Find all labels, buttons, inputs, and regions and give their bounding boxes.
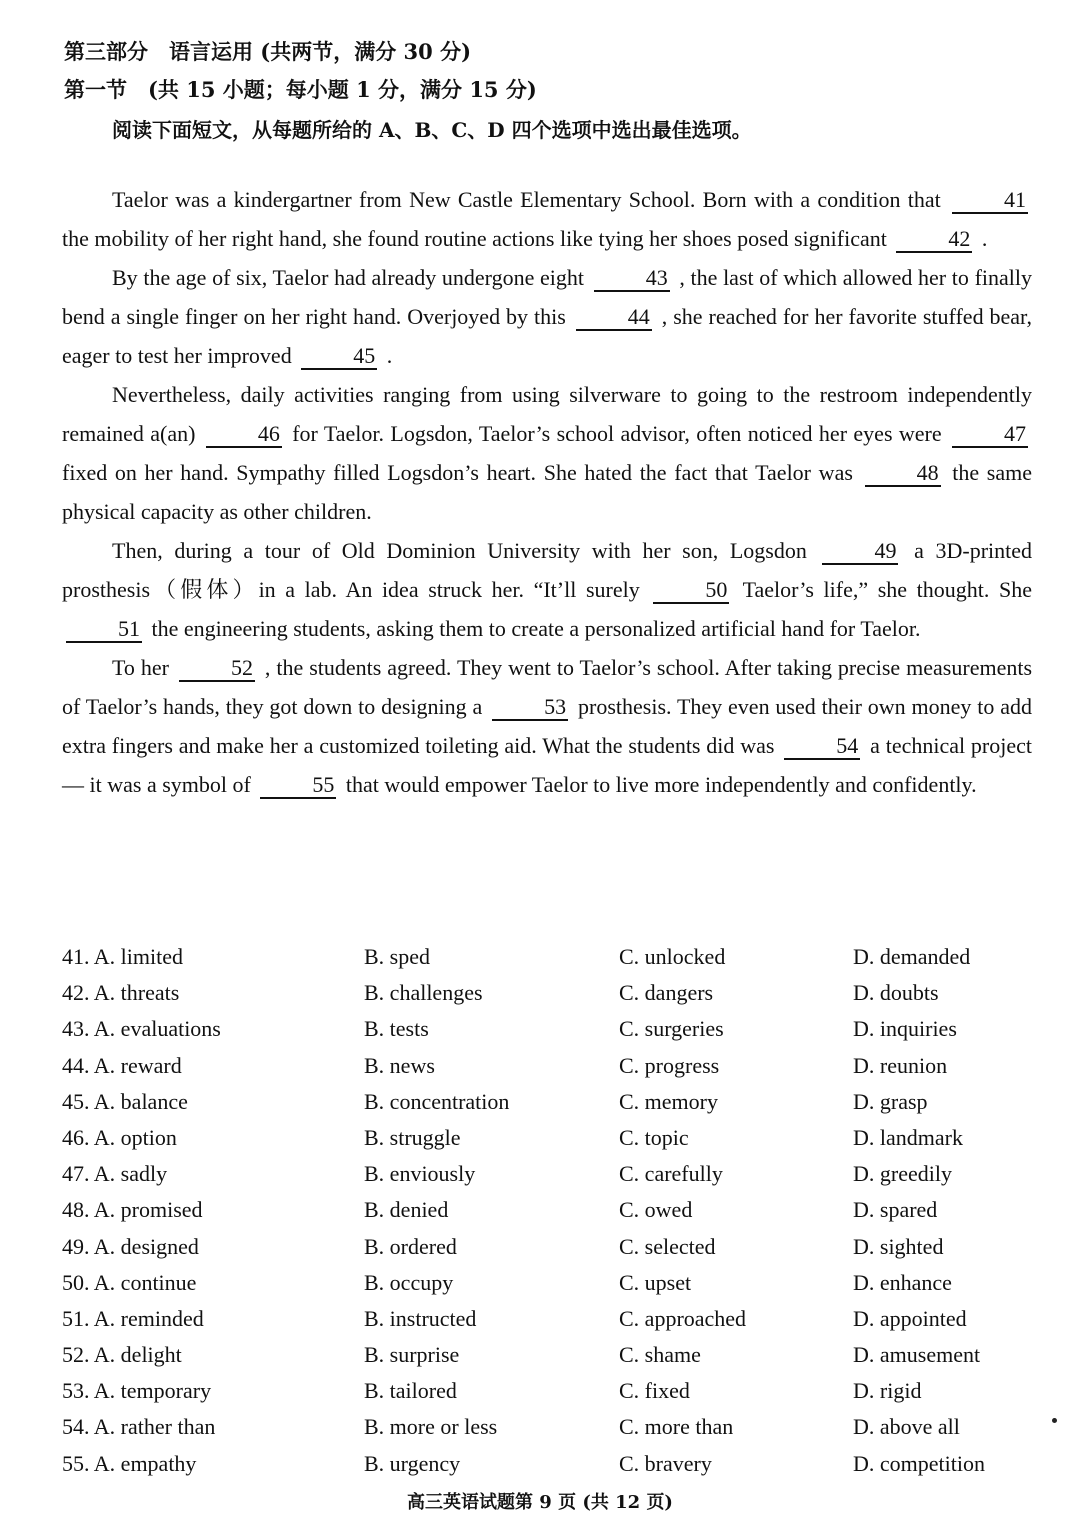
option-choice: D. greedily [853,1161,952,1187]
answer-blank: 48 [865,461,941,487]
option-choice: 55. A. empathy [62,1450,197,1476]
passage-text: , the students agreed. They went to Taelor’s school. After taking precise measurements of Taelor’s hands, they got down to designing a [62,655,1033,719]
option-choice: B. urgency [364,1450,461,1476]
option-choice: C. progress [619,1052,720,1078]
option-row [62,1053,1052,1089]
option-row [62,1234,1052,1270]
option-choice: 41. A. limited [62,944,183,969]
option-row [62,1089,1052,1125]
option-choice: B. challenges [364,980,483,1006]
option-choice: B. ordered [364,1233,457,1259]
passage [62,180,1032,804]
passage-text: . [981,226,988,251]
option-choice: D. above all [853,1414,960,1440]
option-choice: 54. A. rather than [62,1414,216,1440]
passage-text: Taelor’s life,” she thought. She [742,577,1033,602]
option-choice: B. concentration [364,1088,510,1114]
option-choice: C. topic [619,1124,689,1150]
passage-paragraph [62,180,1032,258]
option-choice: C. fixed [619,1378,690,1404]
option-choice: C. bravery [619,1450,712,1476]
passage-text: that would empower Taelor to live more independently and confidently. [345,772,977,797]
passage-text: the engineering students, asking them to create a personalized artificial hand for Taelor. [151,616,921,641]
passage-text: Then, during a tour of Old Dominion University with her son, Logsdon [112,538,807,563]
option-row [62,1306,1052,1342]
option-choice: 52. A. delight [62,1342,182,1368]
option-row [62,980,1052,1016]
option-choice: D. demanded [853,944,971,969]
passage-text: By the age of six, Taelor had already undergone eight [112,265,585,290]
option-choice: C. shame [619,1342,701,1368]
option-row [62,944,1052,980]
option-choice: B. instructed [364,1305,477,1331]
option-choice: C. owed [619,1197,693,1223]
answer-blank: 46 [206,422,282,448]
option-choice: D. spared [853,1197,938,1223]
passage-text: , she reached for her favorite stuffed bear, eager to test her improved [62,304,1033,368]
option-row [62,1125,1052,1161]
answer-blank: 54 [784,734,860,760]
option-row [62,1161,1052,1197]
option-choice: C. surgeries [619,1016,724,1042]
option-choice: 50. A. continue [62,1269,197,1295]
answer-blank: 53 [492,695,568,721]
passage-text: Nevertheless, daily activities ranging from using silverware to going to the restroom independently remained a(an) [62,382,1032,446]
passage-text: the mobility of her right hand, she found routine actions like tying her shoes posed significant [62,226,887,251]
option-choice: B. struggle [364,1124,461,1150]
option-choice: B. news [364,1052,435,1078]
option-row [62,1378,1052,1414]
option-row [62,1016,1052,1052]
option-choice: D. amusement [853,1342,981,1368]
options-table [62,944,1052,1487]
answer-blank: 51 [66,617,142,643]
option-choice: 47. A. sadly [62,1161,168,1187]
passage-text: Taelor was a kindergartner from New Castle Elementary School. Born with a condition that [112,187,941,212]
answer-blank: 49 [822,539,898,565]
section-title: 第三部分 语言运用 (共两节，满分 30 分) [64,39,472,64]
page-footer: 高三英语试题第 9 页 (共 12 页) [407,1492,673,1513]
option-choice: D. inquiries [853,1016,957,1042]
option-choice: D. enhance [853,1269,952,1295]
option-choice: B. occupy [364,1269,454,1295]
instruction: 阅读下面短文，从每题所给的 A、B、C、D 四个选项中选出最佳选项。 [112,118,752,142]
answer-blank: 44 [576,305,652,331]
passage-text: . [386,343,393,368]
answer-blank: 45 [301,344,377,370]
option-choice: D. reunion [853,1052,948,1078]
passage-text: , the last of which allowed her to finally bend a single finger on her right hand. Overjoyed by this [62,265,1032,329]
option-choice: B. tests [364,1016,429,1042]
option-row [62,1414,1052,1450]
passage-text: fixed on her hand. Sympathy filled Logsdon’s heart. She hated the fact that Taelor was [62,460,853,485]
option-choice: B. more or less [364,1414,498,1440]
option-choice: C. dangers [619,980,714,1006]
answer-blank: 52 [179,656,255,682]
answer-blank: 42 [896,227,972,253]
passage-paragraph [62,258,1032,375]
option-choice: D. doubts [853,980,939,1006]
passage-text: a 3D-printed prosthesis（假体）in a lab. An idea struck her. “It’ll surely [62,538,1033,602]
option-choice: 53. A. temporary [62,1378,212,1404]
option-choice: 43. A. evaluations [62,1016,221,1042]
option-choice: D. competition [853,1450,985,1476]
option-choice: 51. A. reminded [62,1305,204,1331]
answer-blank: 50 [653,578,729,604]
option-choice: D. rigid [853,1378,922,1404]
option-choice: 45. A. balance [62,1088,188,1114]
option-row [62,1270,1052,1306]
option-choice: C. more than [619,1414,734,1440]
option-choice: B. tailored [364,1378,457,1404]
option-choice: C. approached [619,1305,747,1331]
option-choice: B. sped [364,944,430,969]
option-choice: D. landmark [853,1124,963,1150]
option-row [62,1342,1052,1378]
option-choice: D. sighted [853,1233,944,1259]
stray-dot [1052,1418,1057,1423]
option-choice: C. unlocked [619,944,726,969]
option-row [62,1451,1052,1487]
passage-text: a technical project — it was a symbol of [62,733,1033,797]
option-choice: D. appointed [853,1305,967,1331]
passage-text: To her [112,655,169,680]
passage-text: the same physical capacity as other children. [62,460,1033,524]
passage-paragraph [62,648,1032,804]
answer-blank: 47 [952,422,1028,448]
option-choice: D. grasp [853,1088,928,1114]
answer-blank: 55 [260,773,336,799]
answer-blank: 41 [952,188,1028,214]
passage-paragraph [62,375,1032,531]
option-choice: 48. A. promised [62,1197,203,1223]
option-choice: B. surprise [364,1342,460,1368]
option-choice: B. enviously [364,1161,476,1187]
passage-paragraph [62,531,1032,648]
option-choice: 46. A. option [62,1124,177,1150]
option-choice: B. denied [364,1197,449,1223]
passage-text: for Taelor. Logsdon, Taelor’s school advisor, often noticed her eyes were [292,421,942,446]
option-choice: 44. A. reward [62,1052,182,1078]
option-choice: C. upset [619,1269,692,1295]
option-choice: 49. A. designed [62,1233,199,1259]
subsection-title: 第一节 (共 15 小题；每小题 1 分，满分 15 分) [64,77,537,102]
option-row [62,1197,1052,1233]
option-choice: 42. A. threats [62,980,180,1006]
passage-text: prosthesis. They even used their own money to add extra fingers and make her a customized toileting aid. What the students did was [62,694,1033,758]
answer-blank: 43 [594,266,670,292]
option-choice: C. memory [619,1088,718,1114]
option-choice: C. selected [619,1233,716,1259]
option-choice: C. carefully [619,1161,723,1187]
